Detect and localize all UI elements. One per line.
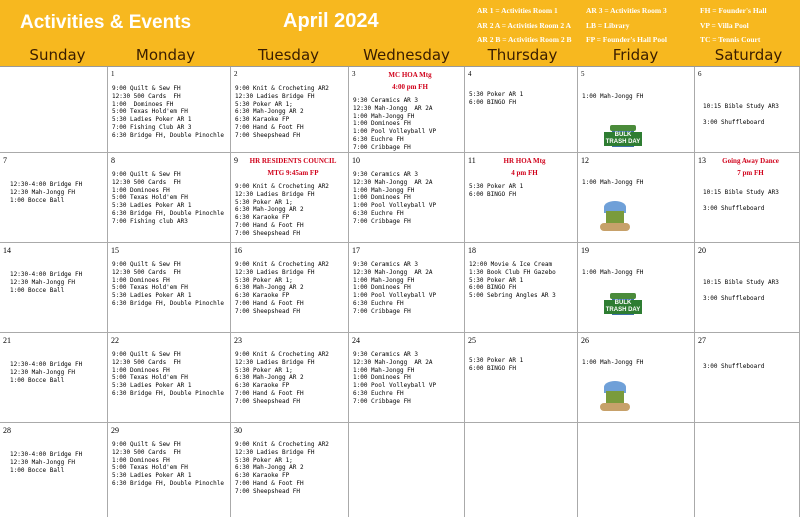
calendar-day-cell — [0, 423, 108, 517]
day-number: 20 — [698, 246, 706, 255]
calendar-day-cell — [465, 423, 578, 517]
day-number: 28 — [3, 426, 11, 435]
calendar-grid — [0, 66, 800, 517]
event-list: 10:15 Bible Study AR3 3:00 Shuffleboard — [703, 279, 779, 302]
bulk-trash-label: BULK TRASH DAY — [605, 132, 641, 145]
day-header-saturday: Saturday — [714, 46, 783, 64]
special-event: Going Away Dance 7 pm FH — [722, 157, 779, 177]
legend-item: AR 2 B = Activities Room 2 B — [477, 35, 572, 44]
day-number: 26 — [581, 336, 589, 345]
day-number: 7 — [3, 156, 7, 165]
bulk-trash-icon — [605, 123, 641, 147]
day-number: 8 — [111, 156, 115, 165]
event-list: 5:30 Poker AR 1 6:00 BINGO FH — [469, 91, 524, 106]
calendar-day-cell — [108, 423, 231, 517]
page-title: Activities & Events — [20, 12, 192, 33]
calendar-header — [0, 0, 800, 66]
calendar-day-cell — [578, 67, 695, 153]
day-number: 1 — [111, 70, 115, 78]
event-list: 9:00 Knit & Crocheting AR2 12:30 Ladies Bridge FH 5:30 Poker AR 1; 6:30 Mah-Jongg AR 2 6:30 Karaoke FP 7:00 Hand & Foot FH 7:00 Sheepshead FH — [235, 351, 329, 405]
calendar-day-cell — [231, 423, 349, 517]
event-list: 12:30-4:00 Bridge FH 12:30 Mah-Jongg FH 1:00 Bocce Ball — [10, 181, 83, 204]
calendar-day-cell — [349, 333, 465, 423]
event-list: 9:30 Ceramics AR 3 12:30 Mah-Jongg AR 2A 1:00 Mah-Jongg FH 1:00 Dominoes FH 1:00 Pool Volleyball VP 6:30 Euchre FH 7:00 Cribbage FH — [353, 97, 437, 151]
legend-item: VP = Villa Pool — [700, 20, 749, 30]
trash-basket-icon — [598, 379, 632, 413]
calendar-day-cell — [231, 243, 349, 333]
legend-item: AR 2 A = Activities Room 2 A — [477, 20, 572, 30]
day-number: 16 — [234, 246, 242, 255]
event-list: 9:00 Knit & Crocheting AR2 12:30 Ladies Bridge FH 5:30 Poker AR 1; 6:30 Mah-Jongg AR 2 6:30 Karaoke FP 7:00 Hand & Foot FH 7:00 Sheepshead FH — [235, 183, 329, 237]
calendar-day-cell — [108, 243, 231, 333]
special-event: MC HOA Mtg 4:00 pm FH — [388, 71, 432, 91]
calendar-day-cell — [0, 67, 108, 153]
legend-column-1 — [477, 4, 571, 48]
event-list: 12:30-4:00 Bridge FH 12:30 Mah-Jongg FH 1:00 Bocce Ball — [10, 451, 83, 474]
day-number: 18 — [468, 246, 476, 255]
day-number: 14 — [3, 246, 11, 255]
legend-item: FP = Founder's Hall Pool — [586, 35, 667, 44]
event-list: 9:30 Ceramics AR 3 12:30 Mah-Jongg AR 2A 1:00 Mah-Jongg FH 1:00 Dominoes FH 1:00 Pool Volleyball VP 6:30 Euchre FH 7:00 Cribbage FH — [353, 351, 437, 405]
day-number: 24 — [352, 336, 360, 345]
trash-basket-icon — [598, 199, 632, 233]
day-number: 30 — [234, 426, 242, 435]
legend-column-3 — [700, 4, 767, 48]
event-list: 5:30 Poker AR 1 6:00 BINGO FH — [469, 183, 524, 198]
day-number: 27 — [698, 336, 706, 345]
event-list: 12:30-4:00 Bridge FH 12:30 Mah-Jongg FH 1:00 Bocce Ball — [10, 271, 83, 294]
bulk-trash-label: BULK TRASH DAY — [605, 300, 641, 313]
day-header-thursday: Thursday — [487, 46, 558, 64]
legend-item: TC = Tennis Court — [700, 35, 761, 44]
calendar-day-cell — [231, 333, 349, 423]
day-header-sunday: Sunday — [29, 46, 86, 64]
day-number: 3 — [352, 70, 356, 78]
event-list: 10:15 Bible Study AR3 3:00 Shuffleboard — [703, 189, 779, 212]
month-title: April 2024 — [283, 10, 379, 32]
event-list: 9:30 Ceramics AR 3 12:30 Mah-Jongg AR 2A 1:00 Mah-Jongg FH 1:00 Dominoes FH 1:00 Pool Volleyball VP 6:30 Euchre FH 7:00 Cribbage FH — [353, 171, 437, 225]
calendar-day-cell — [695, 423, 800, 517]
day-number: 11 — [468, 156, 476, 165]
event-list: 1:00 Mah-Jongg FH — [582, 179, 644, 186]
calendar-day-cell — [349, 153, 465, 243]
special-event: HR HOA Mtg 4 pm FH — [503, 157, 546, 177]
event-list: 1:00 Mah-Jongg FH — [582, 359, 644, 366]
calendar-day-cell — [349, 243, 465, 333]
calendar-day-cell — [465, 153, 578, 243]
calendar-day-cell — [231, 67, 349, 153]
day-number: 15 — [111, 246, 119, 255]
legend-item: FH = Founder's Hall — [700, 6, 767, 15]
day-header-wednesday: Wednesday — [363, 46, 450, 64]
calendar-day-cell — [465, 243, 578, 333]
calendar-day-cell — [578, 333, 695, 423]
event-list: 9:00 Quilt & Sew FH 12:30 500 Cards FH 1:00 Dominoes FH 5:00 Texas Hold'em FH 5:30 Ladies Poker AR 1 6:30 Bridge FH, Double Pinochle 7:00 Fishing club AR3 — [112, 171, 224, 225]
day-number: 9 — [234, 156, 238, 165]
day-number: 6 — [698, 70, 702, 78]
day-number: 19 — [581, 246, 589, 255]
calendar-day-cell — [231, 153, 349, 243]
calendar-day-cell — [578, 243, 695, 333]
legend-column-2 — [586, 4, 667, 48]
day-number: 5 — [581, 70, 585, 78]
day-number: 13 — [698, 156, 706, 165]
event-list: 1:00 Mah-Jongg FH — [582, 93, 644, 100]
calendar-day-cell — [349, 423, 465, 517]
event-list: 9:00 Knit & Crocheting AR2 12:30 Ladies Bridge FH 5:30 Poker AR 1; 6:30 Mah-Jongg AR 2 6:30 Karaoke FP 7:00 Hand & Foot FH 7:00 Sheepshead FH — [235, 261, 329, 315]
day-header-monday: Monday — [135, 46, 196, 64]
calendar-day-cell — [0, 333, 108, 423]
event-list: 12:30-4:00 Bridge FH 12:30 Mah-Jongg FH 1:00 Bocce Ball — [10, 361, 83, 384]
calendar-day-cell — [465, 67, 578, 153]
legend-item: AR 3 = Activities Room 3 — [586, 6, 667, 15]
special-event: HR RESIDENTS COUNCIL MTG 9:45am FP — [249, 157, 337, 177]
day-number: 29 — [111, 426, 119, 435]
calendar-day-cell — [0, 153, 108, 243]
event-list: 1:00 Mah-Jongg FH — [582, 269, 644, 276]
event-list: 12:00 Movie & Ice Cream 1:30 Book Club FH Gazebo 5:30 Poker AR 1 6:00 BINGO FH 5:00 Sebring Angles AR 3 — [469, 261, 556, 300]
day-header-tuesday: Tuesday — [257, 46, 320, 64]
day-number: 22 — [111, 336, 119, 345]
event-list: 9:00 Quilt & Sew FH 12:30 500 Cards FH 1:00 Dominoes FH 5:00 Texas Hold'em FH 5:30 Ladies Poker AR 1 6:30 Bridge FH, Double Pinochle — [112, 441, 224, 487]
calendar-day-cell — [695, 243, 800, 333]
day-number: 23 — [234, 336, 242, 345]
event-list: 9:00 Knit & Crocheting AR2 12:30 Ladies Bridge FH 5:30 Poker AR 1; 6:30 Mah-Jongg AR 2 6:30 Karaoke FP 7:00 Hand & Foot FH 7:00 Sheepshead FH — [235, 85, 329, 139]
calendar-day-cell — [695, 153, 800, 243]
calendar-day-cell — [108, 333, 231, 423]
legend-item: AR 1 = Activities Room 1 — [477, 6, 558, 15]
day-number: 12 — [581, 156, 589, 165]
legend-item: LB = Library — [586, 20, 630, 30]
day-number: 2 — [234, 70, 238, 78]
day-number: 10 — [352, 156, 360, 165]
bulk-trash-icon — [605, 291, 641, 315]
calendar-day-cell — [465, 333, 578, 423]
event-list: 9:00 Quilt & Sew FH 12:30 500 Cards FH 1:00 Dominoes FH 5:00 Texas Hold'em FH 5:30 Ladies Poker AR 1 6:30 Bridge FH, Double Pinochle — [112, 261, 224, 307]
calendar-day-cell — [578, 153, 695, 243]
calendar-day-cell — [695, 67, 800, 153]
day-number: 17 — [352, 246, 360, 255]
day-number: 21 — [3, 336, 11, 345]
calendar-day-cell — [695, 333, 800, 423]
calendar-day-cell — [578, 423, 695, 517]
event-list: 5:30 Poker AR 1 6:00 BINGO FH — [469, 357, 524, 372]
event-list: 9:30 Ceramics AR 3 12:30 Mah-Jongg AR 2A 1:00 Mah-Jongg FH 1:00 Dominoes FH 1:00 Pool Volleyball VP 6:30 Euchre FH 7:00 Cribbage FH — [353, 261, 437, 315]
event-list: 3:00 Shuffleboard — [703, 363, 765, 370]
calendar-day-cell — [0, 243, 108, 333]
day-number: 4 — [468, 70, 472, 78]
event-list: 9:00 Knit & Crocheting AR2 12:30 Ladies Bridge FH 5:30 Poker AR 1; 6:30 Mah-Jongg AR 2 6:30 Karaoke FP 7:00 Hand & Foot FH 7:00 Sheepshead FH — [235, 441, 329, 495]
event-list: 9:00 Quilt & Sew FH 12:30 500 Cards FH 1:00 Dominoes FH 5:00 Texas Hold'em FH 5:30 Ladies Poker AR 1 7:00 Fishing Club AR 3 6:30 Bridge FH, Double Pinochle — [112, 85, 224, 139]
calendar-day-cell — [108, 67, 231, 153]
calendar-day-cell — [108, 153, 231, 243]
day-number: 25 — [468, 336, 476, 345]
calendar-day-cell — [349, 67, 465, 153]
event-list: 9:00 Quilt & Sew FH 12:30 500 Cards FH 1:00 Dominoes FH 5:00 Texas Hold'em FH 5:30 Ladies Poker AR 1 6:30 Bridge FH, Double Pinochle — [112, 351, 224, 397]
day-header-friday: Friday — [612, 46, 659, 64]
event-list: 10:15 Bible Study AR3 3:00 Shuffleboard — [703, 103, 779, 126]
